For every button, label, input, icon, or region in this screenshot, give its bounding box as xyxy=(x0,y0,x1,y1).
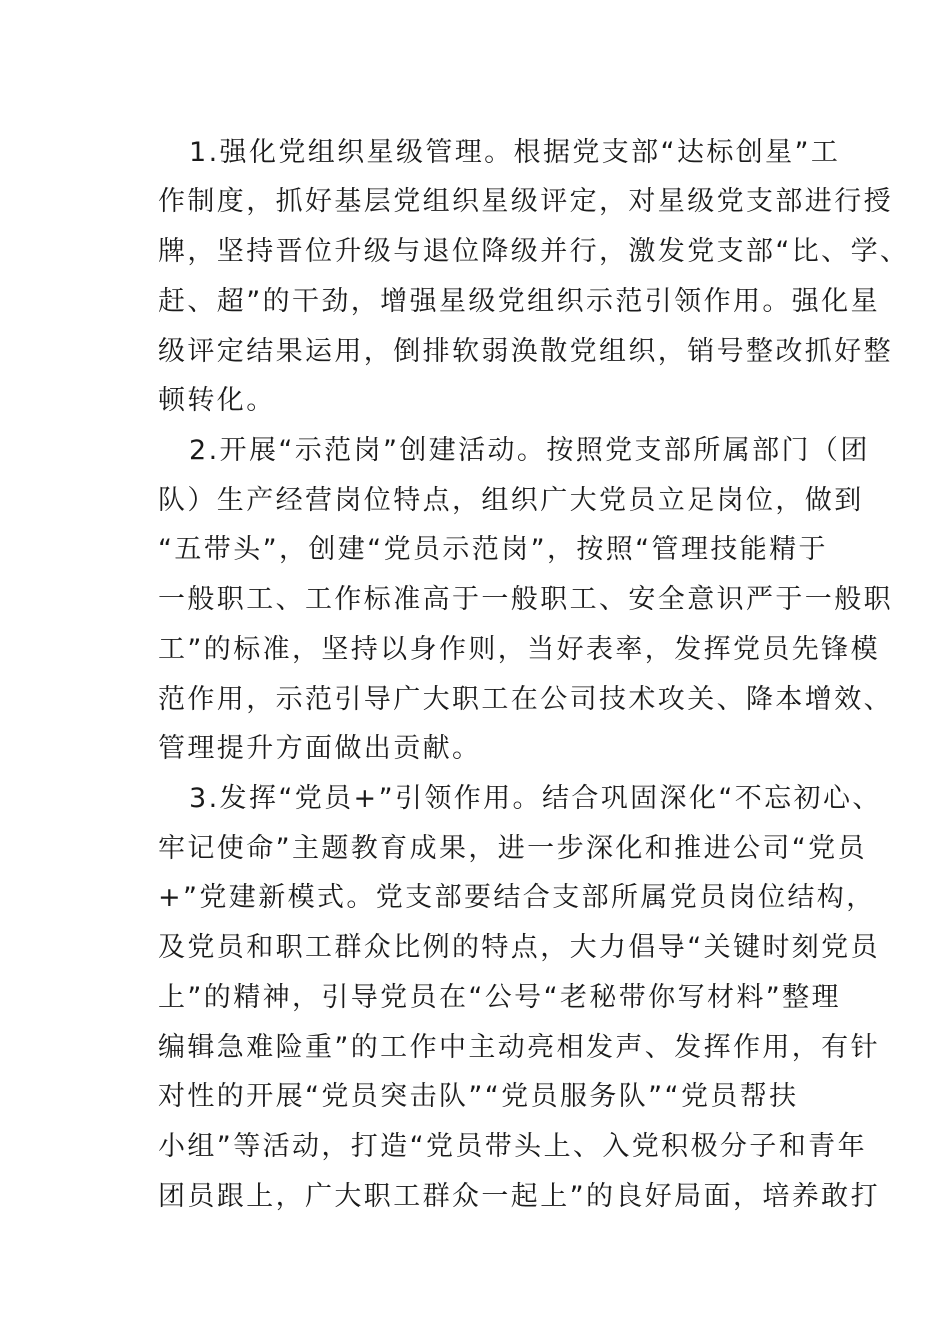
paragraph-3-line-3: +”党建新模式。党支部要结合支部所属党员岗位结构， xyxy=(158,882,876,913)
paragraph-1-line-6: 顿转化。 xyxy=(158,385,276,416)
paragraph-1-line-1: 1.强化党组织星级管理。根据党支部“达标创星”工 xyxy=(189,137,841,168)
paragraph-1-line-5: 级评定结果运用，倒排软弱涣散党组织，销号整改抓好整 xyxy=(158,336,893,367)
paragraph-1-line-3: 牌，坚持晋位升级与退位降级并行，激发党支部“比、学、 xyxy=(158,236,910,267)
paragraph-3-line-5: 上”的精神，引导党员在“公号“老秘带你写材料”整理 xyxy=(158,982,841,1013)
paragraph-3-line-7: 对性的开展“党员突击队”“党员服务队”“党员帮扶 xyxy=(158,1081,799,1112)
paragraph-2-line-1: 2.开展“示范岗”创建活动。按照党支部所属部门（团 xyxy=(189,435,870,466)
paragraph-3-line-9: 团员跟上，广大职工群众一起上”的良好局面，培养敢打 xyxy=(158,1181,880,1212)
paragraph-3-line-6: 编辑急难险重”的工作中主动亮相发声、发挥作用，有针 xyxy=(158,1032,880,1063)
paragraph-2-line-5: 工”的标准，坚持以身作则，当好表率，发挥党员先锋模 xyxy=(158,634,880,665)
paragraph-2-line-4: 一般职工、工作标准高于一般职工、安全意识严于一般职 xyxy=(158,584,893,615)
paragraph-2-line-6: 范作用，示范引导广大职工在公司技术攻关、降本增效、 xyxy=(158,684,893,715)
paragraph-2-line-7: 管理提升方面做出贡献。 xyxy=(158,733,482,764)
paragraph-2-line-2: 队）生产经营岗位特点，组织广大党员立足岗位，做到 xyxy=(158,485,864,516)
paragraph-2-line-3: “五带头”，创建“党员示范岗”，按照“管理技能精于 xyxy=(158,534,828,565)
paragraph-3-line-4: 及党员和职工群众比例的特点，大力倡导“关键时刻党员 xyxy=(158,932,880,963)
paragraph-3-line-8: 小组”等活动，打造“党员带头上、入党积极分子和青年 xyxy=(158,1131,867,1162)
paragraph-3-line-2: 牢记使命”主题教育成果，进一步深化和推进公司“党员 xyxy=(158,833,867,864)
paragraph-1-line-4: 赶、超”的干劲，增强星级党组织示范引领作用。强化星 xyxy=(158,286,880,317)
paragraph-3-line-1: 3.发挥“党员+”引领作用。结合巩固深化“不忘初心、 xyxy=(189,783,882,814)
paragraph-1-line-2: 作制度，抓好基层党组织星级评定，对星级党支部进行授 xyxy=(158,186,893,217)
